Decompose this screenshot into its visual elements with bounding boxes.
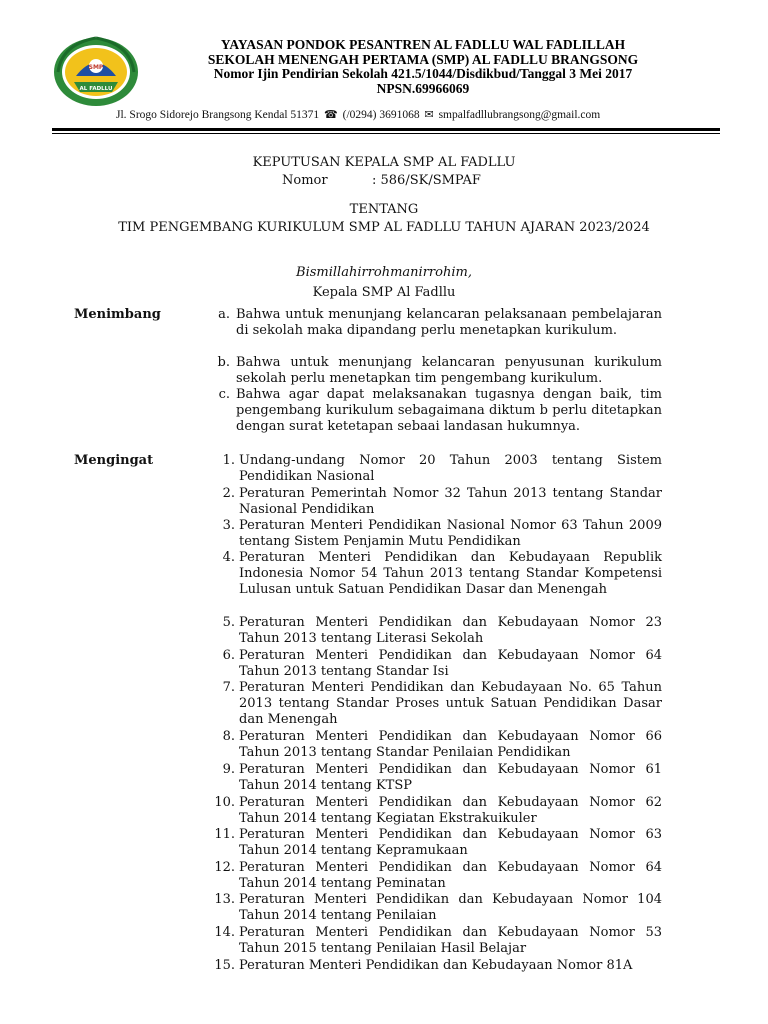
mengingat-item (222, 518, 662, 550)
contact-line (116, 108, 676, 122)
item-text: Peraturan Menteri Pendidikan dan Kebudayaan Nomor 64 Tahun 2013 tentang Standar Isi (239, 648, 662, 679)
item-text: Peraturan Menteri Pendidikan dan Kebudayaan Nomor 66 Tahun 2013 tentang Standar Penilaian Pendidikan (239, 729, 662, 760)
header-divider-thick (52, 128, 720, 131)
nomor-value: : 586/SK/SMPAF (372, 173, 481, 188)
tentang-heading: TENTANG (349, 202, 419, 217)
decree-title: KEPUTUSAN KEPALA SMP AL FADLLU (252, 155, 516, 170)
item-marker: 11. (214, 827, 235, 842)
letterhead (170, 38, 676, 96)
item-text: Bahwa agar dapat melaksanakan tugasnya dengan baik, tim pengembang kurikulum sebagaimana diktum b perlu ditetapkan dengan surat ketetapan sebaai landasan hukumnya. (236, 387, 662, 434)
item-text: Peraturan Menteri Pendidikan dan Kebudayaan Nomor 23 Tahun 2013 tentang Literasi Sekolah (239, 615, 662, 646)
item-marker: 14. (214, 925, 235, 940)
mengingat-item (222, 648, 662, 680)
item-marker: 7. (222, 680, 235, 695)
item-text: Bahwa untuk menunjang kelancaran pelaksanaan pembelajaran di sekolah maka dipandang perlu menetapkan kurikulum. (236, 307, 662, 338)
logo-text-top: SMP (88, 64, 104, 71)
school-logo-icon (52, 36, 140, 108)
mengingat-item (222, 762, 662, 794)
mengingat-item (214, 795, 662, 827)
item-text: Peraturan Menteri Pendidikan dan Kebudayaan Nomor 53 Tahun 2015 tentang Penilaian Hasil Belajar (239, 925, 662, 956)
phone-text: (/0294) 3691068 (342, 109, 420, 121)
item-text: Peraturan Menteri Pendidikan dan Kebudayaan Nomor 81A (239, 958, 633, 973)
item-text: Peraturan Menteri Pendidikan dan Kebudayaan Nomor 61 Tahun 2014 tentang KTSP (239, 762, 662, 793)
phone-icon: ☎ (324, 108, 338, 121)
item-text: Peraturan Menteri Pendidikan dan Kebudayaan Republik Indonesia Nomor 54 Tahun 2013 tentang Standar Kompetensi Lulusan untuk Satuan Pendidikan Dasar dan Menengah (239, 550, 662, 597)
item-text: Peraturan Pemerintah Nomor 32 Tahun 2013 tentang Standar Nasional Pendidikan (239, 486, 662, 517)
mengingat-item (214, 925, 662, 957)
address-text: Jl. Srogo Sidorejo Brangsong Kendal 51371 (116, 109, 320, 121)
menimbang-item (217, 355, 662, 387)
item-text: Peraturan Menteri Pendidikan dan Kebudayaan Nomor 104 Tahun 2014 tentang Penilaian (239, 892, 662, 923)
mengingat-item (214, 892, 662, 924)
item-marker: c. (218, 387, 230, 402)
item-text: Peraturan Menteri Pendidikan Nasional Nomor 63 Tahun 2009 tentang Sistem Penjamin Mutu Pendidikan (239, 518, 662, 549)
email-icon: ✉ (424, 108, 434, 121)
email-text: smpalfadllubrangsong@gmail.com (438, 109, 601, 121)
item-marker: 10. (214, 795, 235, 810)
mengingat-item (222, 550, 662, 598)
item-marker: 3. (222, 518, 235, 533)
mengingat-item (222, 615, 662, 647)
mengingat-item (214, 860, 662, 892)
menimbang-item (218, 307, 662, 339)
item-marker: 12. (214, 860, 235, 875)
header-divider-thin (52, 133, 720, 134)
decree-subject: TIM PENGEMBANG KURIKULUM SMP AL FADLLU TAHUN AJARAN 2023/2024 (118, 220, 650, 235)
item-marker: 2. (222, 486, 235, 501)
mengingat-item (222, 680, 662, 728)
mengingat-label: Mengingat (74, 453, 154, 468)
item-text: Peraturan Menteri Pendidikan dan Kebudayaan Nomor 62 Tahun 2014 tentang Kegiatan Ekstrakuikuler (239, 795, 662, 826)
kepala-line: Kepala SMP Al Fadllu (312, 285, 456, 300)
item-marker: b. (217, 355, 230, 370)
item-marker: 1. (222, 453, 235, 468)
item-marker: 8. (222, 729, 235, 744)
mengingat-item (214, 958, 662, 974)
item-text: Bahwa untuk menunjang kelancaran penyusunan kurikulum sekolah perlu menetapkan tim pengembang kurikulum. (236, 355, 662, 386)
item-marker: 5. (222, 615, 235, 630)
decree-number (282, 173, 481, 189)
foundation-name: YAYASAN PONDOK PESANTREN AL FADLLU WAL FADLILLAH (220, 37, 626, 52)
mengingat-item (222, 729, 662, 761)
item-text: Peraturan Menteri Pendidikan dan Kebudayaan Nomor 64 Tahun 2014 tentang Peminatan (239, 860, 662, 891)
menimbang-label: Menimbang (74, 307, 161, 322)
nomor-label: Nomor (282, 173, 328, 188)
npsn: NPSN.69966069 (376, 80, 470, 96)
mengingat-item (222, 453, 662, 485)
license-number: Nomor Ijin Pendirian Sekolah 421.5/1044/Disdikbud/Tanggal 3 Mei 2017 (213, 66, 633, 81)
item-text: Undang-undang Nomor 20 Tahun 2003 tentang Sistem Pendidikan Nasional (239, 453, 662, 484)
mengingat-item (222, 486, 662, 518)
item-marker: a. (218, 307, 230, 322)
logo-text-bottom: AL FADLLU (79, 86, 113, 92)
item-marker: 4. (222, 550, 235, 565)
item-marker: 9. (222, 762, 235, 777)
item-text: Peraturan Menteri Pendidikan dan Kebudayaan No. 65 Tahun 2013 tentang Standar Proses untuk Satuan Pendidikan Dasar dan Menengah (239, 680, 662, 727)
bismillah: Bismillahirrohmanirrohim, (296, 265, 472, 280)
mengingat-item (214, 827, 662, 859)
menimbang-item (218, 387, 662, 435)
item-marker: 6. (222, 648, 235, 663)
item-marker: 13. (214, 892, 235, 907)
item-marker: 15. (214, 958, 235, 973)
school-name: SEKOLAH MENENGAH PERTAMA (SMP) AL FADLLU BRANGSONG (207, 51, 639, 67)
item-text: Peraturan Menteri Pendidikan dan Kebudayaan Nomor 63 Tahun 2014 tentang Kepramukaan (239, 827, 662, 858)
